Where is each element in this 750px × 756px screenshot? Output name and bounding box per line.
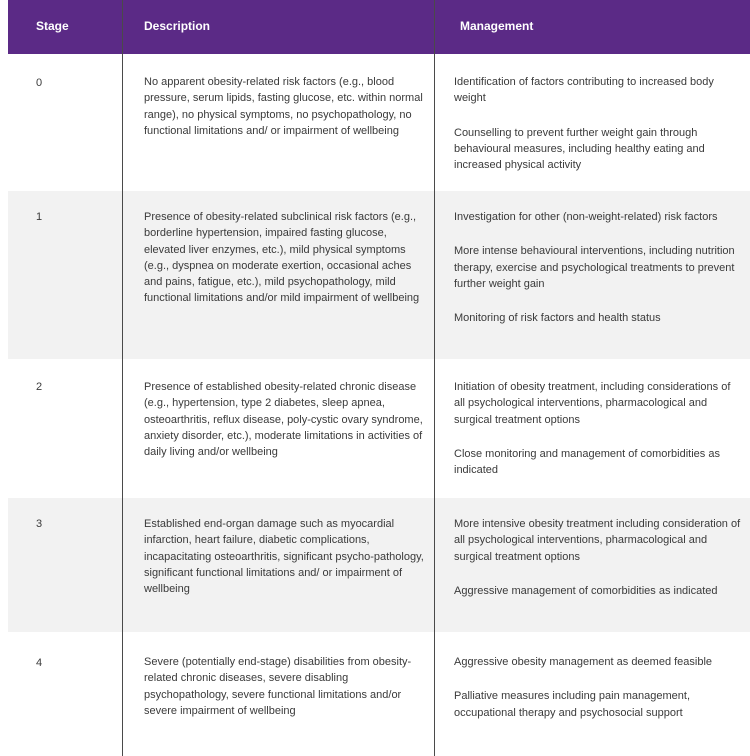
table-row <box>8 191 750 359</box>
management-item: More intense behavioural interventions, including nutrition therapy, exercise and psychological treatments to prevent further weight gain <box>454 245 735 290</box>
management-cell <box>454 74 744 191</box>
table-header <box>8 0 750 54</box>
management-item: Palliative measures including pain management, occupational therapy and psychosocial support <box>454 690 691 719</box>
management-item: More intensive obesity treatment including consideration of all psychological interventions, pharmacological and surgical treatment options <box>454 518 741 563</box>
stage-cell: 3 <box>36 518 43 530</box>
management-item: Initiation of obesity treatment, including considerations of all psychological interventions, pharmacological and surgical treatment options <box>454 381 731 426</box>
management-item: Aggressive management of comorbidities as indicated <box>454 584 718 597</box>
description-cell: Presence of established obesity-related chronic disease (e.g., hypertension, type 2 diabetes, sleep apnea, osteoarthritis, reflux disease, poly-cystic ovary syndrome, anxiety disorder, etc.), moderate limitations in activities of daily living and/or wellbeing <box>144 381 423 459</box>
header-description: Description <box>144 19 211 33</box>
description-cell: Established end-organ damage such as myocardial infarction, heart failure, diabetic complications, incapacitating osteoarthritis, significant psycho-pathology, significant functional limitations and/ or impairment of wellbeing <box>144 518 424 596</box>
header-stage: Stage <box>36 19 69 33</box>
management-cell <box>454 654 744 739</box>
header-management: Management <box>460 19 534 33</box>
stage-cell: 4 <box>36 657 43 669</box>
column-divider <box>122 0 123 756</box>
stage-cell: 0 <box>36 77 43 89</box>
stage-cell: 2 <box>36 381 43 393</box>
management-item: Aggressive obesity management as deemed feasible <box>454 656 713 668</box>
description-cell: Severe (potentially end-stage) disabilities from obesity-related chronic diseases, severe disabling psychopathology, severe functional limitations and/or severe impairment of wellbeing <box>144 656 412 717</box>
description-cell: No apparent obesity-related risk factors (e.g., blood pressure, serum lipids, fasting glucose, etc. within normal range), no physical symptoms, no psychopathology, no functional limitations and/ or impairment of wellbeing <box>144 76 423 137</box>
management-item: Counselling to prevent further weight gain through behavioural measures, including healthy eating and increased physical activity <box>454 126 705 172</box>
management-item: Close monitoring and management of comorbidities as indicated <box>454 447 720 477</box>
description-cell: Presence of obesity-related subclinical risk factors (e.g., borderline hypertension, impaired fasting glucose, elevated liver enzymes, etc.), mild physical symptoms (e.g., dyspnea on moderate exertion, occasional aches and pains, fatigue, etc.), mild psychopathology, mild functional limitations and/or mild impairment of wellbeing <box>144 211 420 305</box>
table-row <box>8 359 750 498</box>
management-cell <box>454 379 744 496</box>
management-item: Identification of factors contributing to increased body weight <box>454 76 714 105</box>
table-row <box>8 632 750 756</box>
management-item: Monitoring of risk factors and health status <box>454 312 661 325</box>
management-cell <box>454 516 744 617</box>
management-item: Investigation for other (non-weight-related) risk factors <box>454 211 718 223</box>
stage-cell: 1 <box>36 211 43 223</box>
table-row <box>8 498 750 632</box>
obesity-staging-table <box>8 0 750 756</box>
management-cell <box>454 209 744 344</box>
column-divider <box>434 0 435 756</box>
table-row <box>8 54 750 191</box>
